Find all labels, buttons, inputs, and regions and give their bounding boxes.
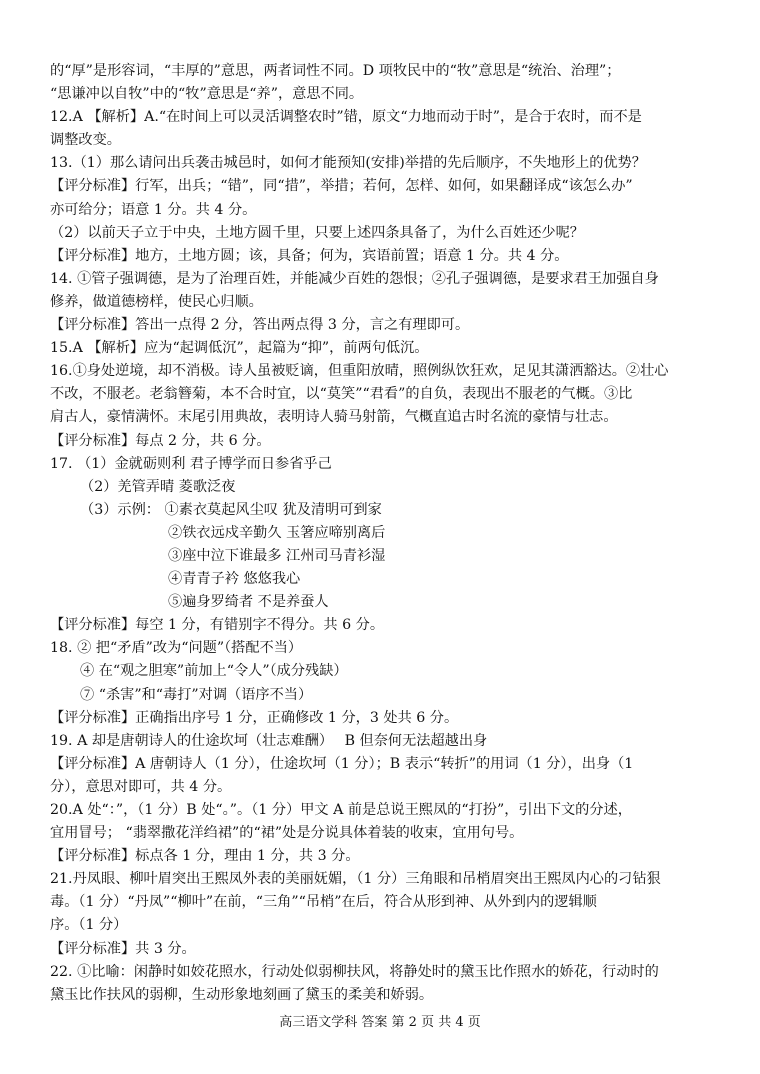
text-line: “思谦冲以自牧”中的“牧”意思是“养”，意思不同。	[50, 86, 364, 103]
example-line: ②铁衣远戍辛勤久 玉箸应啼别离后	[168, 524, 386, 541]
scoring-criteria: 【评分标准】答出一点得 2 分，答出两点得 3 分，言之有理即可。	[50, 317, 470, 334]
text-line: 修养，做道德榜样，使民心归顺。	[50, 293, 263, 310]
text-line: 毒。（1 分）“丹凤”“柳叶”在前，“三角”“吊梢”在后，符合从形到神、从外到内的逻辑顺	[50, 894, 597, 911]
q18-item: ⑦ “杀害”和“毒打”对调（语序不当）	[80, 686, 313, 703]
scoring-criteria: 【评分标准】每空 1 分，有错别字不得分。共 6 分。	[50, 617, 385, 634]
example-line: ⑤遍身罗绮者 不是养蚕人	[168, 594, 329, 611]
example-line: ③座中泣下谁最多 江州司马青衫湿	[168, 547, 386, 564]
q19-answer: 19. A 却是唐朝诗人的仕途坎坷（壮志难酬） B 但奈何无法超越出身	[50, 732, 488, 749]
q18-answer: 18. ② 把“矛盾”改为“问题”（搭配不当）	[50, 640, 303, 657]
q13-part2: （2）以前天子立于中央，土地方圆千里，只要上述四条具备了，为什么百姓还少呢？	[50, 224, 584, 241]
scoring-criteria: 【评分标准】标点各 1 分，理由 1 分，共 3 分。	[50, 848, 360, 865]
text-line: 的“厚”是形容词，“丰厚的”意思，两者词性不同。D 项牧民中的“牧”意思是“统治、治理”；	[50, 63, 621, 79]
q20-answer: 20.A 处“：”，（1 分）B 处“。”。（1 分）甲文 A 前是总说王熙凤的“打扮”，引出下文的分述，	[50, 802, 632, 818]
text-line: 调整改变。	[50, 132, 121, 149]
text-line: 宜用冒号； “翡翠撒花洋绉裙”的“裙”处是分说具体着装的收束，宜用句号。	[50, 825, 524, 842]
scoring-criteria: 【评分标准】每点 2 分，共 6 分。	[50, 432, 271, 449]
text-line: 亦可给分；语意 1 分。共 4 分。	[50, 201, 257, 218]
q21-answer: 21.丹凤眼、柳叶眉突出王熙凤外表的美丽妩媚，（1 分）三角眼和吊梢眉突出王熙凤内心的刁钻狠	[50, 871, 661, 888]
text-line: 分），意思对即可，共 4 分。	[50, 778, 232, 795]
text-line: 不改，不服老。老翁簪菊，本不合时宜，以“莫笑”“君看”的自负，表现出不服老的气概。③比	[50, 386, 633, 403]
answer-body	[50, 60, 718, 1007]
q17-part3: （3）示例： ①素衣莫起风尘叹 犹及清明可到家	[80, 501, 382, 518]
q13-part1: 13.（1）那么请问出兵袭击城邑时，如何才能预知(安排)举措的先后顺序，不失地形上的优势？	[50, 155, 646, 172]
text-line: 肩古人，豪情满怀。末尾引用典故，表明诗人骑马射箭，气概直追古时名流的豪情与壮志。	[50, 409, 618, 426]
scoring-criteria: 【评分标准】正确指出序号 1 分，正确修改 1 分，3 处共 6 分。	[50, 709, 459, 726]
q18-item: ④ 在“观之胆寒”前加上“令人”（成分残缺）	[80, 663, 348, 680]
q12-answer: 12.A 【解析】A.“在时间上可以灵活调整农时”错，原文“力地而动于时”，是合于农时，而不是	[50, 109, 642, 126]
q22-answer: 22. ①比喻：闲静时如姣花照水，行动处似弱柳扶风，将静处时的黛玉比作照水的娇花，行动时的	[50, 963, 659, 980]
scoring-criteria: 【评分标准】行军，出兵；“错”，同“措”，举措；若何，怎样、如何，如果翻译成“该怎么办”	[50, 178, 633, 195]
q15-answer: 15.A 【解析】应为“起调低沉”，起篇为“抑”，前两句低沉。	[50, 340, 429, 357]
q17-part2: （2）羌管弄晴 菱歌泛夜	[80, 478, 236, 495]
scoring-criteria: 【评分标准】A 唐朝诗人（1 分），仕途坎坷（1 分）；B 表示“转折”的用词（1 分），出身（1	[50, 755, 634, 772]
example-line: ④青青子衿 悠悠我心	[168, 571, 301, 588]
text-line: 序。（1 分）	[50, 917, 128, 934]
q16-answer: 16.①身处逆境，却不消极。诗人虽被贬谪，但重阳放晴，照例纵饮狂欢，足见其潇洒豁达。②壮心	[50, 363, 669, 380]
scoring-criteria: 【评分标准】共 3 分。	[50, 940, 196, 957]
text-line: 黛玉比作扶风的弱柳，生动形象地刻画了黛玉的柔美和娇弱。	[50, 986, 434, 1003]
scoring-criteria: 【评分标准】地方，土地方圆；该，具备；何为，宾语前置；语意 1 分。共 4 分。	[50, 247, 569, 264]
q14-answer: 14. ①管子强调德，是为了治理百姓，并能减少百姓的怨恨；②孔子强调德，是要求君王加强自身	[50, 270, 659, 287]
q17-answer: 17. （1）金就砺则利 君子博学而日参省乎己	[50, 455, 332, 472]
page-footer: 高三语文学科 答案 第 2 页 共 4 页	[279, 1015, 481, 1030]
